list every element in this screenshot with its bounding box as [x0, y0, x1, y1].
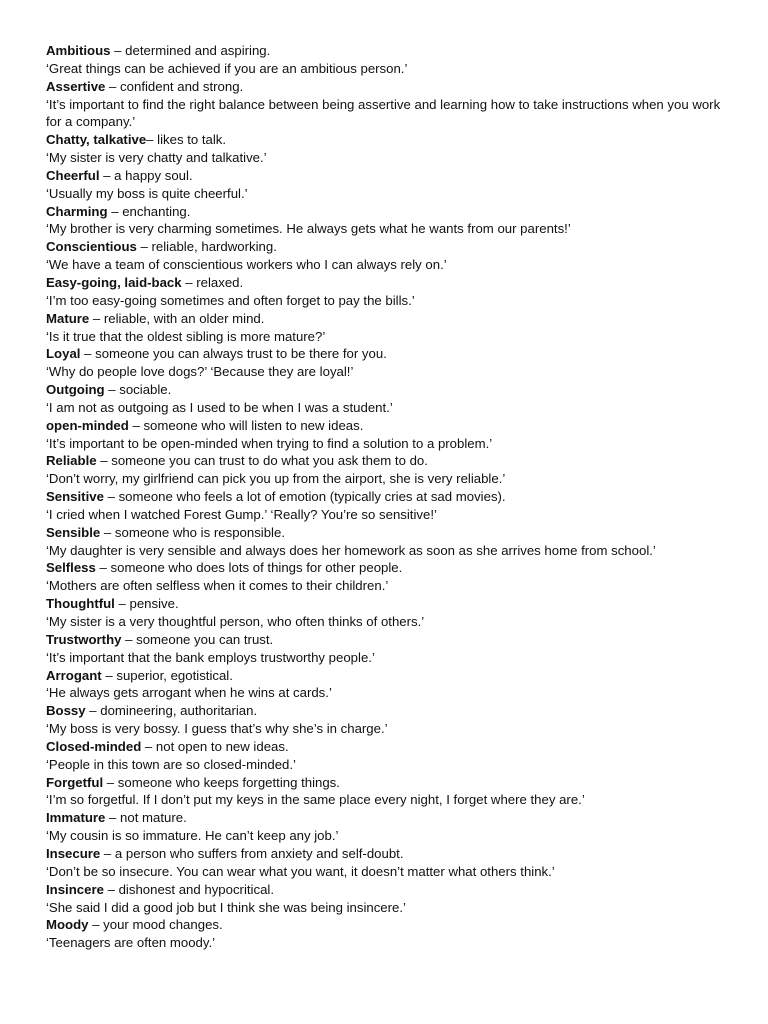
definition: – domineering, authoritarian. — [85, 703, 258, 719]
term: Outgoing — [46, 382, 105, 398]
definition-line — [46, 667, 726, 685]
definition-line — [46, 916, 726, 934]
example-sentence: ‘It’s important to be open-minded when trying to find a solution to a problem.’ — [46, 435, 493, 451]
definition: – determined and aspiring. — [110, 43, 271, 58]
term: Reliable — [46, 453, 97, 469]
definition-line — [46, 774, 726, 792]
entry-moody — [46, 916, 726, 952]
entry-outgoing — [46, 381, 726, 417]
term: Bossy — [46, 703, 86, 719]
example-sentence: ‘My daughter is very sensible and always does her homework as soon as she arrives home from school.’ — [46, 542, 656, 558]
definition: – relaxed. — [181, 274, 244, 290]
definition-line — [46, 559, 726, 577]
term: Thoughtful — [46, 596, 115, 612]
term: Selfless — [46, 560, 96, 576]
definition: – enchanting. — [107, 203, 191, 219]
example-sentence: ‘He always gets arrogant when he wins at cards.’ — [46, 685, 332, 701]
example-sentence: ‘I am not as outgoing as I used to be when I was a student.’ — [46, 399, 393, 415]
example-sentence: ‘My brother is very charming sometimes. He always gets what he wants from our parents!’ — [46, 221, 571, 237]
example-sentence: ‘My cousin is so immature. He can’t keep any job.’ — [46, 828, 339, 844]
example-sentence: ‘I’m too easy-going sometimes and often forget to pay the bills.’ — [46, 292, 415, 308]
term: Immature — [46, 810, 106, 826]
definition-line — [46, 78, 726, 96]
entry-forgetful — [46, 774, 726, 810]
definition-line — [46, 488, 726, 506]
definition-line — [46, 274, 726, 292]
definition: – dishonest and hypocritical. — [103, 881, 274, 897]
definition: – pensive. — [114, 596, 179, 612]
entry-conscientious — [46, 238, 726, 274]
example-sentence: ‘I cried when I watched Forest Gump.’ ‘Really? You’re so sensitive!’ — [46, 506, 437, 522]
definition: – someone you can always trust to be there for you. — [80, 346, 387, 362]
entry-reliable — [46, 452, 726, 488]
example-sentence: ‘Is it true that the oldest sibling is more mature?’ — [46, 328, 326, 344]
definition-line — [46, 131, 726, 149]
term: Insecure — [46, 845, 101, 861]
example-sentence: ‘My sister is very chatty and talkative.’ — [46, 150, 267, 166]
example-sentence: ‘She said I did a good job but I think she was being insincere.’ — [46, 899, 406, 915]
entry-cheerful — [46, 167, 726, 203]
example-sentence: ‘Great things can be achieved if you are an ambitious person.’ — [46, 60, 408, 76]
term: Trustworthy — [46, 631, 122, 647]
definition-line — [46, 595, 726, 613]
definition: – a happy soul. — [99, 167, 193, 183]
definition: – someone who feels a lot of emotion (typically cries at sad movies). — [103, 489, 506, 505]
definition: – reliable, hardworking. — [136, 239, 277, 255]
definition: – someone you can trust. — [121, 631, 274, 647]
term: Closed-minded — [46, 738, 142, 754]
definition-line — [46, 845, 726, 863]
definition-line — [46, 167, 726, 185]
definition-line — [46, 238, 726, 256]
term: Chatty, talkative — [46, 132, 147, 148]
entry-assertive — [46, 78, 726, 132]
definition: – someone you can trust to do what you ask them to do. — [96, 453, 428, 469]
definition: – someone who does lots of things for other people. — [95, 560, 403, 576]
definition: – someone who is responsible. — [100, 524, 285, 540]
definition-line — [46, 381, 726, 399]
entry-mature — [46, 310, 726, 346]
entry-sensitive — [46, 488, 726, 524]
example-sentence: ‘I’m so forgetful. If I don’t put my keys in the same place every night, I forget where they are.’ — [46, 792, 585, 808]
entry-chatty — [46, 131, 726, 167]
entry-closed-minded — [46, 738, 726, 774]
entry-thoughtful — [46, 595, 726, 631]
definition: – not mature. — [105, 810, 187, 826]
term: Loyal — [46, 346, 81, 362]
definition-line — [46, 417, 726, 435]
entry-charming — [46, 203, 726, 239]
definition-line — [46, 452, 726, 470]
definition-line — [46, 702, 726, 720]
entry-insincere — [46, 881, 726, 917]
term: Conscientious — [46, 239, 137, 255]
definition: – likes to talk. — [146, 132, 227, 148]
term: Easy-going, laid-back — [46, 274, 182, 290]
term: Ambitious — [46, 43, 111, 58]
term: Sensible — [46, 524, 101, 540]
entry-sensible — [46, 524, 726, 560]
definition-line — [46, 809, 726, 827]
definition-line — [46, 738, 726, 756]
definition: – superior, egotistical. — [101, 667, 233, 683]
definition: – someone who will listen to new ideas. — [128, 417, 364, 433]
term: Arrogant — [46, 667, 102, 683]
definition-line — [46, 310, 726, 328]
definition: – not open to new ideas. — [141, 738, 289, 754]
term: Cheerful — [46, 167, 100, 183]
example-sentence: ‘It’s important to find the right balance between being assertive and learning how to take instructions when you work for a company.’ — [46, 96, 721, 130]
term: Sensitive — [46, 489, 104, 505]
entry-open-minded — [46, 417, 726, 453]
entry-immature — [46, 809, 726, 845]
definition-line — [46, 345, 726, 363]
term: Moody — [46, 917, 89, 933]
vocabulary-list — [46, 42, 726, 952]
entry-easy-going — [46, 274, 726, 310]
term: Forgetful — [46, 774, 104, 790]
definition: – a person who suffers from anxiety and self-doubt. — [100, 845, 404, 861]
example-sentence: ‘My sister is a very thoughtful person, who often thinks of others.’ — [46, 614, 425, 629]
example-sentence: ‘My boss is very bossy. I guess that’s why she’s in charge.’ — [46, 721, 388, 737]
example-sentence: ‘Don’t be so insecure. You can wear what you want, it doesn’t matter what others think.’ — [46, 863, 555, 879]
definition: – your mood changes. — [88, 917, 223, 933]
example-sentence: ‘Don’t worry, my girlfriend can pick you up from the airport, she is very reliable.’ — [46, 471, 506, 487]
example-sentence: ‘Teenagers are often moody.’ — [46, 935, 216, 951]
entry-insecure — [46, 845, 726, 881]
term: Insincere — [46, 881, 104, 897]
definition-line — [46, 881, 726, 899]
definition-line — [46, 524, 726, 542]
entry-arrogant — [46, 667, 726, 703]
example-sentence: ‘Usually my boss is quite cheerful.’ — [46, 185, 248, 201]
term: Charming — [46, 203, 108, 219]
example-sentence: ‘We have a team of conscientious workers who I can always rely on.’ — [46, 257, 447, 273]
example-sentence: ‘Why do people love dogs?’ ‘Because they are loyal!’ — [46, 364, 354, 380]
example-sentence: ‘Mothers are often selfless when it comes to their children.’ — [46, 578, 389, 594]
example-sentence: ‘It’s important that the bank employs trustworthy people.’ — [46, 649, 375, 665]
definition-line — [46, 203, 726, 221]
entry-ambitious — [46, 42, 726, 78]
entry-selfless — [46, 559, 726, 595]
definition-line — [46, 42, 726, 60]
definition: – reliable, with an older mind. — [89, 310, 265, 326]
term: Mature — [46, 310, 90, 326]
example-sentence: ‘People in this town are so closed-minded.’ — [46, 756, 296, 772]
term: open-minded — [46, 417, 129, 433]
entry-loyal — [46, 345, 726, 381]
entry-trustworthy — [46, 631, 726, 667]
definition: – someone who keeps forgetting things. — [103, 774, 340, 790]
term: Assertive — [46, 78, 106, 94]
definition-line — [46, 631, 726, 649]
definition: – confident and strong. — [105, 78, 244, 94]
definition: – sociable. — [104, 382, 172, 398]
entry-bossy — [46, 702, 726, 738]
